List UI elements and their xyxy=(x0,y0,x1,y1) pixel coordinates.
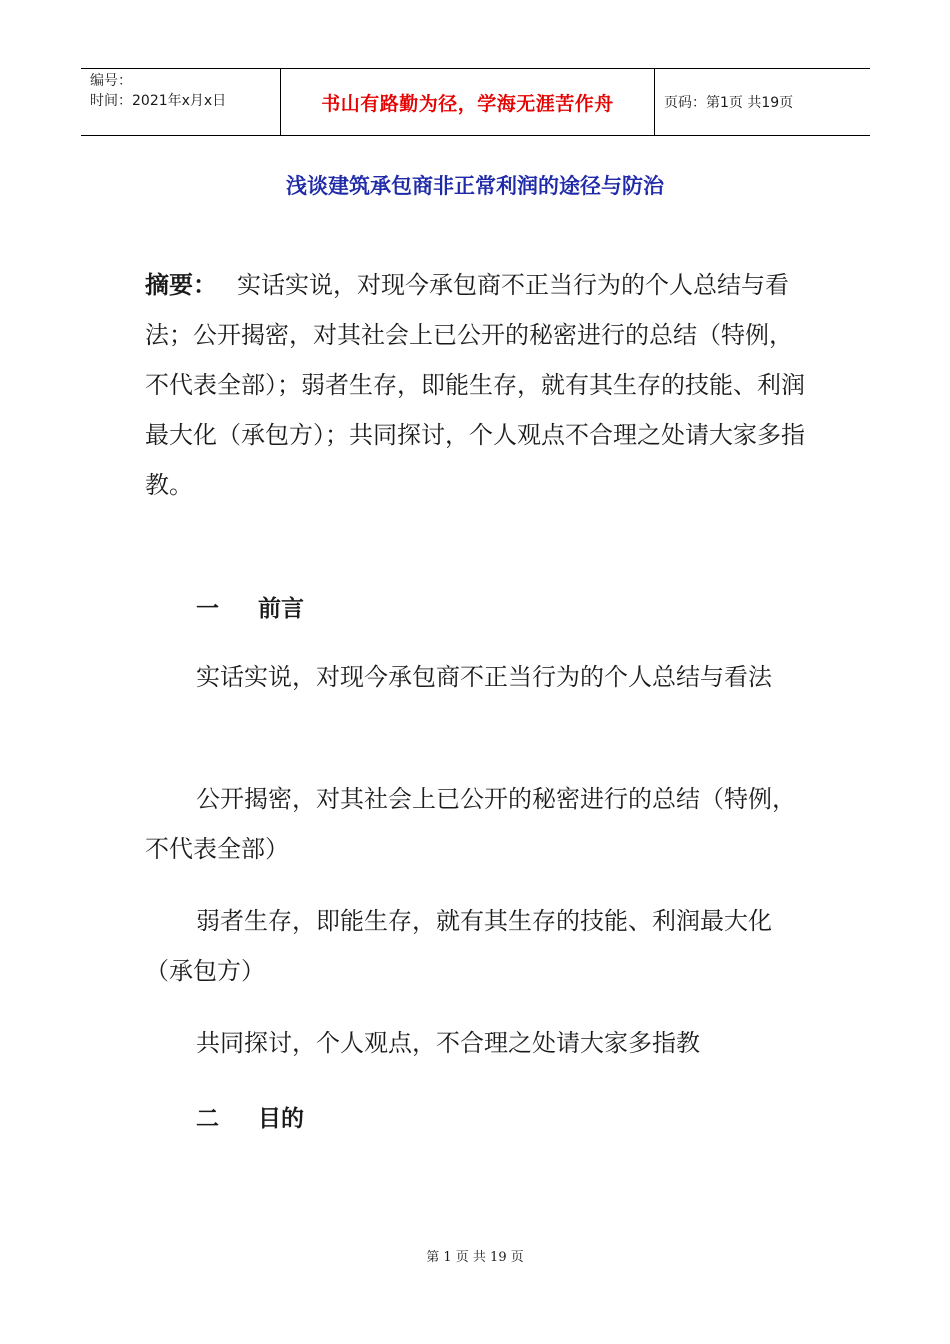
section-heading-1 xyxy=(196,590,304,623)
abstract-text: 实话实说，对现今承包商不正当行为的个人总结与看法；公开揭密，对其社会上已公开的秘密进行的总结（特例，不代表全部）；弱者生存，即能生存，就有其生存的技能、利润最大化（承包方）；共同探讨，个人观点不合理之处请大家多指教。 xyxy=(145,271,805,499)
document-title: 浅谈建筑承包商非正常利润的途径与防治 xyxy=(286,174,664,198)
paragraph: 实话实说，对现今承包商不正当行为的个人总结与看法 xyxy=(196,663,772,691)
number-label: 编号： xyxy=(90,73,132,89)
section-heading-2 xyxy=(196,1100,304,1133)
section-title: 前言 xyxy=(258,596,304,622)
time-label: 时间：2021年x月x日 xyxy=(90,93,227,109)
abstract xyxy=(145,260,810,510)
abstract-label: 摘要： xyxy=(145,271,217,299)
motto-text: 书山有路勤为径，学海无涯苦作舟 xyxy=(321,92,614,115)
page-footer: 第 1 页 共 19 页 xyxy=(426,1250,524,1265)
page-info: 页码：第1页 共19页 xyxy=(664,95,794,111)
paragraph: 共同探讨，个人观点，不合理之处请大家多指教 xyxy=(196,1029,700,1057)
header-motto-cell xyxy=(281,69,655,135)
paragraph: 弱者生存，即能生存，就有其生存的技能、利润最大化（承包方） xyxy=(145,907,772,985)
paragraph: 公开揭密，对其社会上已公开的秘密进行的总结（特例，不代表全部） xyxy=(145,785,796,863)
header-table xyxy=(81,68,870,136)
header-page-cell xyxy=(655,69,870,135)
section-number: 一 xyxy=(196,596,219,622)
header-meta-cell xyxy=(81,69,281,135)
section-number: 二 xyxy=(196,1106,219,1132)
section-title: 目的 xyxy=(258,1106,304,1132)
